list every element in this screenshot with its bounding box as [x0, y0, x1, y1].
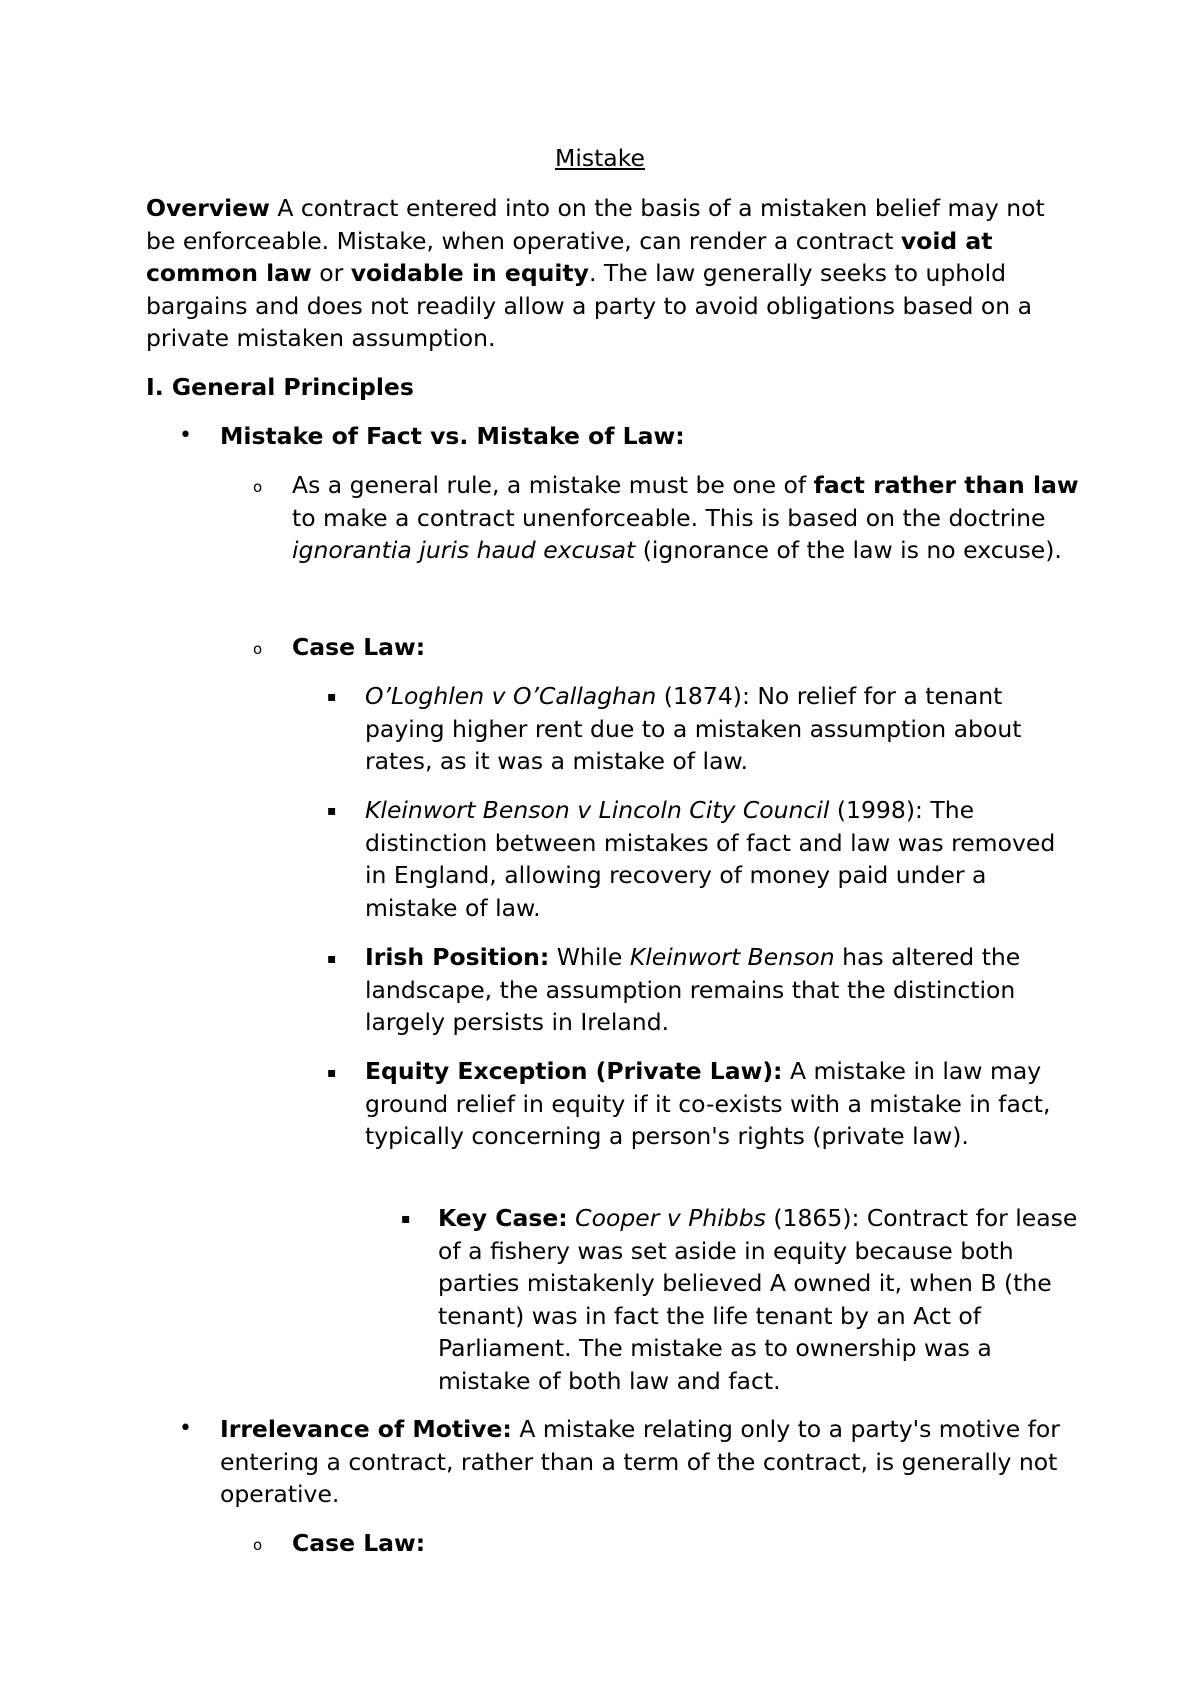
- bullet-marker: ▪: [401, 1211, 411, 1227]
- bullet-marker: ▪: [327, 803, 337, 819]
- section-heading: I. General Principles: [146, 373, 414, 401]
- list-item: As a general rule, a mistake must be one of fact rather than law to make a contract unenforceable. This is based on the doctrine ignorantia juris haud excusat (ignorance of the law is no excuse).: [292, 471, 1079, 565]
- bullet-marker: o: [253, 1536, 263, 1554]
- bullet-marker: ▪: [327, 1065, 337, 1081]
- bullet-marker: •: [179, 423, 192, 448]
- list-item: O’Loghlen v O’Callaghan (1874): No relief for a tenant paying higher rent due to a mistaken assumption about rates, as it was a mistake of law.: [365, 682, 1022, 776]
- list-item: Irrelevance of Motive: A mistake relating only to a party's motive for entering a contract, rather than a term of the contract, is generally not operative.: [220, 1415, 1060, 1509]
- bullet-marker: ▪: [327, 951, 337, 967]
- bullet-marker: o: [253, 640, 263, 658]
- bullet-marker: ▪: [327, 689, 337, 705]
- list-item: Mistake of Fact vs. Mistake of Law:: [220, 422, 685, 450]
- page-title: Mistake: [555, 144, 645, 172]
- list-item: Irish Position: While Kleinwort Benson has altered the landscape, the assumption remains that the distinction largely persists in Ireland.: [365, 943, 1021, 1037]
- bullet-marker: o: [253, 478, 263, 496]
- list-item: Equity Exception (Private Law): A mistake in law may ground relief in equity if it co-exists with a mistake in fact, typically concerning a person's rights (private law).: [365, 1057, 1051, 1151]
- overview-paragraph: Overview A contract entered into on the basis of a mistaken belief may not be enforceable. Mistake, when operative, can render a contract void at common law or voidable in equity. The law generally seeks to uphold bargains and does not readily allow a party to avoid obligations based on a private mistaken assumption.: [146, 194, 1045, 353]
- list-item: Case Law:: [292, 1529, 426, 1557]
- overview-label: Overview: [146, 194, 270, 222]
- bullet-marker: •: [179, 1416, 192, 1441]
- list-item: Kleinwort Benson v Lincoln City Council (1998): The distinction between mistakes of fact and law was removed in England, allowing recovery of money paid under a mistake of law.: [365, 796, 1056, 922]
- list-item: Key Case: Cooper v Phibbs (1865): Contract for lease of a fishery was set aside in equity because both parties mistakenly believed A owned it, when B (the tenant) was in fact the life tenant by an Act of Parliament. The mistake as to ownership was a mistake of both law and fact.: [438, 1204, 1078, 1395]
- list-item: Case Law:: [292, 633, 426, 661]
